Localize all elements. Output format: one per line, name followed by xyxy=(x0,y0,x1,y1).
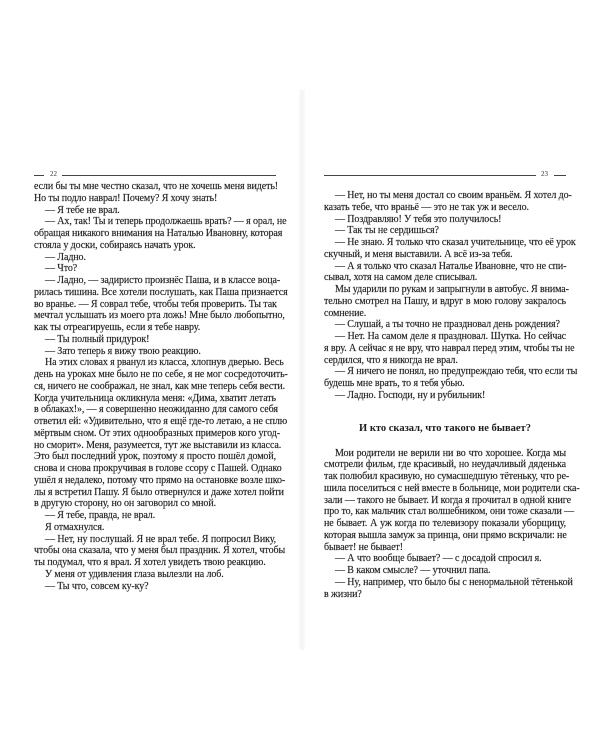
text-line: зали — такого не бывает. И когда я прочитал в одной книге xyxy=(324,494,571,506)
paragraph xyxy=(34,581,276,593)
paragraph xyxy=(34,205,276,217)
text-line: — Зато теперь я вижу твою реакцию. xyxy=(45,345,201,357)
paragraph xyxy=(324,190,572,214)
text-line: У меня от удивления глаза вылезли на лоб. xyxy=(45,568,224,580)
text-line: сомнение. xyxy=(324,307,367,319)
paragraph xyxy=(324,225,566,237)
paragraph xyxy=(34,275,288,334)
text-line: — Ну, например, что было бы с ненормальной тётенькой xyxy=(335,576,573,588)
paragraph xyxy=(324,214,566,226)
paragraph xyxy=(324,237,576,261)
text-line: во вранье. — Я соврал тебе, чтобы тебя проверить. Ты так xyxy=(34,298,277,310)
text-line: — Ладно. xyxy=(45,251,86,263)
text-line: — Не знаю. Я только что сказал учительнице, что её урок xyxy=(335,237,576,248)
text-line: я вру. А сейчас я не вру, что наврал перед этим, чтобы ты не xyxy=(324,342,575,354)
paragraph xyxy=(34,263,276,275)
right-page-number: 23 xyxy=(541,170,548,178)
right-page-text xyxy=(324,190,580,600)
text-line: Но ты подло наврал! Почему? Я хочу знать! xyxy=(34,192,218,204)
text-line: — Поздравляю! У тебя это получилось! xyxy=(335,213,502,225)
paragraph xyxy=(324,553,566,565)
paragraph xyxy=(34,346,276,358)
text-line: шила поселиться с ней вместе в больнице, мои родители ска- xyxy=(324,482,580,494)
text-line: казать тебе, что враньё — это не так уж и весело. xyxy=(324,201,529,213)
text-line: — Ах, так! Ты и теперь продолжаешь врать? — я орал, не xyxy=(45,216,287,228)
paragraph xyxy=(34,510,276,522)
paragraph xyxy=(324,331,575,366)
text-line: скучный, и меня выставили. А всё из-за тебя. xyxy=(324,248,513,260)
text-line: мёртвым сном. От этих однообразных примеров кого угод- xyxy=(34,427,280,439)
text-line: — Ты что, совсем ку-ку? xyxy=(45,580,149,592)
text-line: лы я встретил Пашу. Я было отвернулся и даже хотел пойти xyxy=(34,486,284,498)
text-line: снова и снова прокручивая в голове ссору с Пашей. Однако xyxy=(34,463,282,474)
text-line: сывал, хотя на самом деле списывал. xyxy=(324,272,478,284)
text-line: — А что вообще бывает? — с досадой спросил я. xyxy=(335,553,542,565)
paragraph xyxy=(34,569,276,581)
text-line: стояла у доски, собираясь начать урок. xyxy=(34,239,196,251)
text-line: — Ты полный придурок! xyxy=(45,333,150,345)
text-line: рилась тишина. Все хотели послушать, как Паша признается xyxy=(34,286,288,298)
text-line: Я отмахнулся. xyxy=(45,521,105,533)
text-line: ответил ей: «Удивительно, что я ещё где-то летаю, а не сплю xyxy=(34,416,288,427)
paragraph xyxy=(324,565,566,577)
text-line: чтобы она сказала, что у меня был праздник. Я хотел, чтобы xyxy=(34,545,286,557)
text-line: про то, как мальчик стал волшебником, они тоже сказали — xyxy=(324,506,574,518)
text-line: — В каком смысле? — уточнил папа. xyxy=(335,565,491,576)
text-line: мечтал услышать из моего рта ложь! Мне было любопытно, xyxy=(34,310,285,322)
text-line: Когда учительница окликнула меня: «Дима, хватит летать xyxy=(34,392,276,404)
text-line: ушёл я недалеко, потому что прямо на остановке возле шко- xyxy=(34,474,286,486)
text-line: — Нет, ну послушай. Я не врал тебе. Я попросил Вику, xyxy=(45,533,276,545)
text-line: — Нет, но ты меня достал со своим враньём. Я хотел до- xyxy=(335,190,572,201)
paragraph xyxy=(34,216,287,251)
text-line: так полюбил красивую, но сумасшедшую тётеньку, что ре- xyxy=(324,471,570,482)
text-line: будешь мне врать, то я тебя убью. xyxy=(324,378,465,389)
text-line: — А я только что сказал Наталье Ивановне, что не спи- xyxy=(335,260,567,272)
left-header-rule xyxy=(62,175,276,176)
paragraph xyxy=(324,576,573,601)
right-header-rule-short xyxy=(554,175,566,176)
right-header-rule xyxy=(324,175,536,176)
text-line: — Что? xyxy=(45,263,78,275)
text-line: сердился, что я никогда не врал. xyxy=(324,354,458,366)
paragraph xyxy=(324,319,566,331)
text-line: день на уроках мне было не по себе, я не мог сосредоточить- xyxy=(34,369,288,380)
text-line: ся, ничего не соображал, не знал, как мне теперь себя вести. xyxy=(34,380,286,392)
text-line: — Я тебе, правда, не врал. xyxy=(45,510,156,521)
paragraph xyxy=(34,334,276,346)
left-page-number: 22 xyxy=(50,170,57,178)
text-line: обращая никакого внимания на Наталью Ивановну, которая xyxy=(34,228,283,239)
left-header-rule-short xyxy=(34,175,44,176)
left-page-text xyxy=(34,181,288,592)
text-line: — Ладно, — задиристо произнёс Паша, и в классе воца- xyxy=(45,275,281,286)
text-line: — Ладно. Господи, ну и рубильник! xyxy=(335,389,486,401)
text-line: На этих словах я рванул из класса, хлопнув дверью. Весь xyxy=(45,357,284,369)
paragraph xyxy=(324,261,566,285)
paragraph xyxy=(324,390,566,402)
text-line: — Я тебе не врал. xyxy=(45,204,120,216)
text-line: смотрели фильм, где красивый, но неудачливый дяденька xyxy=(324,459,566,471)
text-line: тельно смотрел на Пашу, и вдруг в мою голову закралось xyxy=(324,295,566,307)
paragraph xyxy=(34,522,276,534)
text-line: — Слушай, а ты точно не праздновал день рождения? xyxy=(335,319,560,331)
paragraph xyxy=(324,366,578,390)
text-line: ты подумал, что я врал. Я хотел увидеть твою реакцию. xyxy=(34,557,266,568)
text-line: в другую сторону, но он заговорил со мной. xyxy=(34,498,216,510)
paragraph xyxy=(34,181,279,205)
text-line: Мои родители не верили ни во что хорошее. Когда мы xyxy=(335,447,566,459)
text-line: Мы ударили по рукам и запрыгнули в автобус. Я внима- xyxy=(335,284,569,295)
text-line: — Нет. На самом деле я праздновал. Шутка. Но сейчас xyxy=(335,331,566,342)
text-line: если бы ты мне честно сказал, что не хочешь меня видеть! xyxy=(34,181,279,192)
text-line: в облаках!», — я совершенно неожиданно для самого себя xyxy=(34,404,278,416)
text-line: в жизни? xyxy=(324,588,362,600)
paragraph xyxy=(34,357,288,510)
text-line: но сморит». Меня, разумеется, тут же выставили из класса. xyxy=(34,439,282,451)
paragraph xyxy=(324,447,580,554)
text-line: — Так ты не сердишься? xyxy=(335,225,439,237)
paragraph xyxy=(34,533,286,569)
paragraph xyxy=(34,252,276,264)
paragraph xyxy=(324,284,569,319)
text-line: не бывает. А уж когда по телевизору показали уборщицу, xyxy=(324,518,566,529)
text-line: как ты отреагируешь, если я тебе навру. xyxy=(34,322,201,333)
text-line: бывает! не бывает! xyxy=(324,541,403,553)
chapter-heading: И кто сказал, что такого не бывает? xyxy=(359,422,531,434)
text-line: которая вышла замуж за принца, они прямо вскричали: не xyxy=(324,529,567,541)
book-gutter xyxy=(298,90,306,650)
text-line: Это был последний урок, поэтому я просто пошёл домой, xyxy=(34,451,276,463)
text-line: — Я ничего не понял, но предупреждаю тебя, что если ты xyxy=(335,366,578,378)
